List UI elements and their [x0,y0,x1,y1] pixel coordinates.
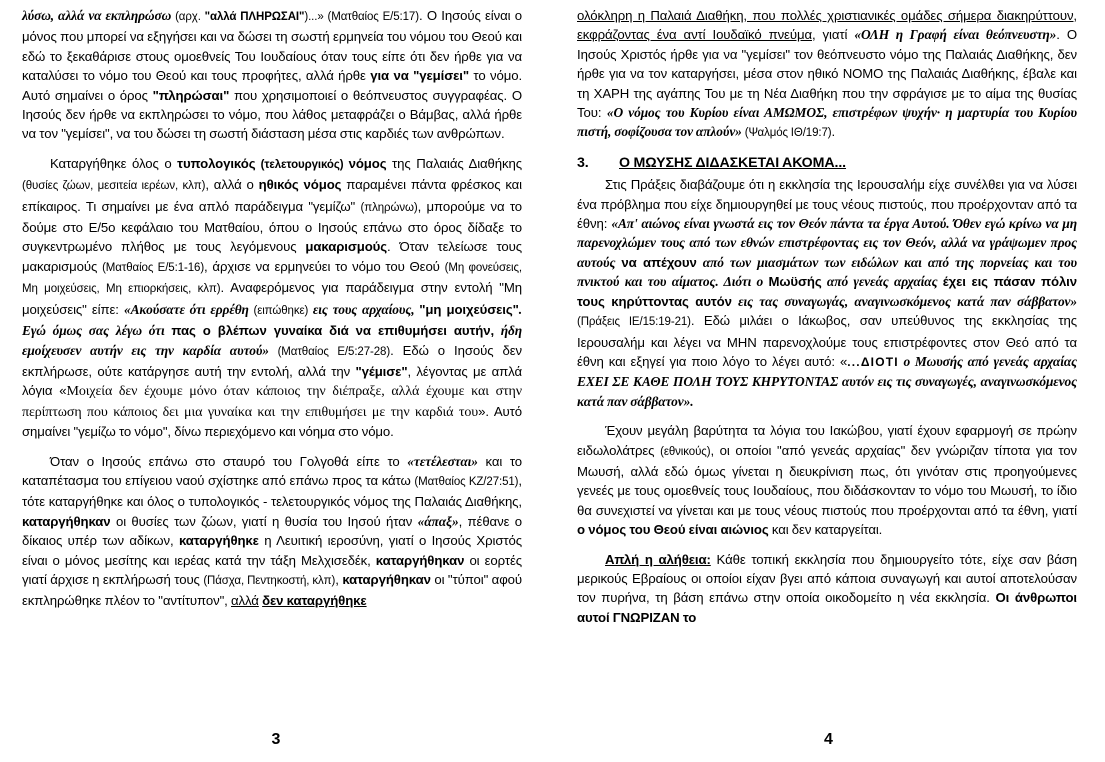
quote-text: ο Μωυσής από γενεάς αρχαίας ΕΧΕΙ ΣΕ ΚΑΘΕ ΠΟΛΗ ΤΟΥΣ ΚΗΡΥΤΟΝΤΑΣ αυτόν εις τις συναγωγές, αναγινωσκόμενος κατά παν σάββατον». [577,353,1077,409]
underlined-bold-text: δεν καταργήθηκε [262,593,367,609]
text-run: , αλλά ο [205,177,259,193]
text-run: Κάθε τοπική εκκλησία που δημιουργείτο τότε, είχε σαν βάση μερικούς Εβραίους οι οποίοι είχαν βγει από κάποια συναγωγή και αυτοί αποτελούσαν τον πυρήνα, τη βάση επάνω στην οποία οικοδομείτο η νέα εκκλησία. [577,551,1077,606]
quote-text: «τετέλεσται» [407,453,478,469]
paragraph [22,154,522,442]
text-run: το νόμο. Αυτό σημαίνει ο όρος [22,68,523,103]
text-run: , πέθανε ο δίκαιος υπέρ των αδίκων, [22,513,523,549]
text-run: και δεν καταργείται. [768,522,883,538]
text-run: Όταν ο Ιησούς επάνω στο σταυρό του Γολγοθά είπε το [50,453,408,469]
text-run: , μπορούμε να το δούμε στο Ε/5ο κεφάλαιο του Ματθαίου, όπου ο Ιησούς επάνω στο όρος δίδαξε το συγκεντρωμένο πλήθος με τους λεγόμενους [22,198,522,255]
bold-text: (τελετουργικός) [255,158,349,171]
text-run: (Πάσχα, Πεντηκοστή, κλπ) [203,574,336,587]
paragraph [577,421,1077,539]
quote-text: επιστρέφων ψυχήν· η μαρτυρία του Κυρίου πιστή, σοφίζουσα τον απλούν» [577,105,1077,140]
page-number: 4 [824,731,833,748]
bold-text: Μωϋσής [768,274,822,290]
bold-text: νόμος [348,155,387,171]
text-run: , λέγοντας με απλά λόγια « [22,363,522,399]
text-run: (αρχ. [171,11,205,23]
scripture-reference: (Ματθαίος ΚΖ/27:51) [414,475,519,488]
spaced-text: ...ΔΙΟΤΙ [847,354,899,369]
bold-text: "αλλά ΠΛΗΡΩΣΑΙ" [204,11,305,23]
section-heading [577,154,1077,173]
text-run: οι εορτές γιατί άρχισε η εκπλήρωσή τους [22,552,522,587]
text-run: που χρησιμοποιεί ο θεόπνευστος συγγραφέας. Ο Ιησούς δεν ήρθε να εκπληρώσει το νόμο, που λάθος μεταφράζει ο Βάμβας, αλλά ήρθε να τον "γεμίσει", να του δώσει τη σωστή διάσταση μέσα στις καρδιές των ανθρώπων. [22,87,523,142]
quote-text: εις τους αρχαίους, [312,301,420,317]
text-run: . Αναφερόμενος για παράδειγμα στην εντολή "Μη μοιχεύσεις" είπε: [22,280,523,317]
bold-text: "μη μοιχεύσεις" [419,301,519,317]
text-run: Καταργήθηκε όλος ο [50,155,178,171]
text-run: . [831,124,836,140]
bold-text: να απέχουν [621,254,697,270]
scripture-reference: (Ματθαίος Ε/5:27-28) [277,345,391,358]
section-number: 3. [577,154,589,171]
bold-text: ηθικός νόμος [258,177,342,193]
right-page [552,0,1105,762]
bold-text: τυπολογικός [177,155,256,171]
text-run: , γιατί [811,27,855,43]
bold-text: Οι άνθρωποι αυτοί ΓΝΩΡΙΖΑΝ το [577,590,1077,625]
scripture-reference: (Πράξεις ΙΕ/15:19-21) [577,316,691,329]
underlined-text: αλλά [231,593,259,609]
bold-text: έχει εις πάσαν πόλιν τους κηρύττοντας αυτόν [577,274,1077,309]
underlined-text: ολόκληρη η Παλαιά Διαθήκη, που πολλές χριστιανικές ομάδες σήμερα διακηρύττουν, εκφράζοντας ένα αντί Ιουδαϊκό πνεύμα [577,8,1077,43]
scripture-reference: (Ματθαίος Ε/5:1-16) [102,261,205,274]
bold-text: καταργήθηκαν [342,571,431,587]
bold-text: μακαρισμούς [305,239,388,255]
text-run: η Λευιτική ιεροσύνη, γιατί ο Ιησούς Χριστός είναι ο μόνος μεσίτης και ιερέας κατά την τάξη Μελχισεδέκ, [22,533,522,568]
scripture-reference: (Ψαλμός ΙΘ/19:7) [744,127,832,140]
page-number: 3 [271,731,281,748]
text-run: και το καταπέτασμα του επίγειου ναού σχίστηκε από επάνω προς τα κάτω [22,453,522,488]
text-run: (εθνικούς) [660,445,711,458]
bold-text: για να "γεμίσει" [370,68,469,84]
bold-text: ο νόμος του Θεού είναι αιώνιος [577,522,769,538]
text-run: (θυσίες ζώων, μεσιτεία ιερέων, κλπ) [22,180,206,193]
underlined-bold-text: Απλή η αλήθεια: [605,551,711,567]
quote-text: «Ακούσατε ότι ερρέθη [123,301,249,317]
quote-text: εις τας συναγωγάς, αναγινωσκόμενος κατά παν σάββατον» [731,293,1077,309]
bold-text: καταργήθηκε [178,533,259,549]
scripture-reference: (Ματθαίος Ε/5:17) [327,11,419,23]
text-run: (πληρώνω) [360,201,418,214]
text-run: (Μη φονεύσεις, Μη μοιχεύσεις, Μη επιορκήσεις, κλπ) [22,261,522,296]
quote-text: λύσω, αλλά να εκπληρώσω [22,8,172,23]
section-title: Ο ΜΩΥΣΗΣ ΔΙΔΑΣΚΕΤΑΙ ΑΚΟΜΑ... [619,154,847,171]
quote-text: από των μιασμάτων των ειδώλων και από της πορνείας και του πνικτού και του αίματος. Διότι ο [577,254,1078,290]
quote-text: ήδη εμοίχευσεν αυτήν εις την καρδία αυτού» [22,323,522,358]
quote-text: . Εγώ όμως σας λέγω ότι [22,301,522,339]
bold-text: καταργήθηκαν [375,552,465,568]
bold-text: "πληρώσαι" [152,87,230,103]
text-run: οι θυσίες των ζώων, γιατί η θυσία του Ιησού ήταν [110,513,418,529]
quote-text: «ΟΛΗ η Γραφή είναι θεόπνευστη» [854,27,1057,43]
text-run: . Όταν τελείωσε τους μακαρισμούς [22,239,522,274]
paragraph [577,550,1077,628]
bold-text: "γέμισε" [355,363,408,379]
right-page-text [577,6,1077,627]
text-run: ». Αυτό σημαίνει "γεμίζω το νόμο", δίνω περιεχόμενο και νόημα στο νόμο. [22,403,522,440]
left-page-text [22,6,522,611]
paragraph [22,452,522,611]
text-run: . Ο Ιησούς είναι ο μόνος που μπορεί να εξηγήσει και να δώσει τη σωστή ερμηνεία του νόμου του Θεού και εδώ το ξεκαθάρισε στους ομοεθνείς Του Ιουδαίους όταν τους είπε ότι δεν ήρθε για να καταλύσει το νόμο του Θεού και τους προφήτες, αλλά ήρθε [22,8,522,84]
paragraph [577,175,1077,411]
bold-text: καταργήθηκαν [22,513,111,529]
text-run: οι "τύποι" αφού εκπληρώθηκε πλέον το "αντίτυπον", [22,571,522,609]
text-run: . Εδώ ο Ιησούς δεν εκπλήρωσε, ούτε κατάργησε αυτή την εντολή, αλλά την [22,342,522,379]
text-run: Έχουν μεγάλη βαρύτητα τα λόγια του Ιακώβου, γιατί έχουν εφαρμογή σε πρώην ειδωλολάτρες [577,423,1077,458]
paragraph [577,6,1077,144]
paraphrase-text: Μοιχεία δεν έχουμε μόνο όταν κάποιος την διέπραξε, αλλά έχουμε και στην περίπτωση που κάποιος δει μια γυναίκα και την επιθυμήσει με την καρδιά του [22,384,522,420]
text-run: )...» [304,11,328,23]
bold-text: πας ο βλέπων γυναίκα διά να επιθυμήσει αυτήν, [171,323,495,339]
text-run: παραμένει πάντα φρέσκος και επίκαιρος. Τι σημαίνει με ένα απλό παράδειγμα "γεμίζω" [22,177,523,214]
quote-text: «Απ' αιώνος είναι γνωστά εις τον Θεόν πάντα τα έργα Αυτού. Όθεν εγώ κρίνω να μη παρενοχλώμεν τους από των εθνών επιστρέφοντας εις τον Θεόν, αλλά να γράψωμεν προς αυτούς [577,216,1077,270]
left-page [0,0,552,762]
quote-text: από γενεάς αρχαίας [821,274,943,290]
text-run: Στις Πράξεις διαβάζουμε ότι η εκκλησία της Ιερουσαλήμ είχε συνέλθει για να λύσει ένα πρόβλημα που είχε δημιουργηθεί με τους νέους πιστούς, που προέρχονταν από τα έθνη: [577,177,1077,232]
text-run: , τότε καταργήθηκε και όλος ο τυπολογικός - τελετουργικός νόμος της Παλαιάς Διαθήκης, [22,472,522,510]
quote-text: «Ο νόμος του Κυρίου είναι ΑΜΩΜΟΣ, [606,105,828,121]
text-run: . Ο Ιησούς Χριστός ήρθε για να "γεμίσει" τον θεόπνευστο νόμο της Παλαιάς Διαθήκης, δεν ήρθε για να τον καταργήσει, μέσα στον ηθικό ΝΟΜΟ της Παλαιάς Διαθήκης, έβαλε και τη ΧΑΡΗ της αγάπης Του με τη Νέα Διαθήκη που την σφράγισε με το αίμα της θυσίας Του: [577,27,1077,121]
text-run: (ειπώθηκε) [248,304,313,317]
paragraph [22,6,522,144]
quote-text: «άπαξ» [417,513,459,529]
text-run: της Παλαιάς Διαθήκης [386,155,522,171]
text-run: . Εδώ μιλάει ο Ιάκωβος, σαν υπεύθυνος της εκκλησίας της Ιερουσαλήμ και λέγει να ΜΗΝ παρενοχλούμε τους επιστρέφοντες στον Θεό από τα έθνη και εξηγεί για ποιο λόγο το λέγει αυτό: « [577,313,1077,369]
text-run: , άρχισε να ερμηνεύει το νόμο του Θεού [204,258,445,274]
text-run: , [335,571,343,587]
text-run: , οι οποίοι "από γενεάς αρχαίας" δεν γνώριζαν τίποτα για τον Μωυσή, αλλά εδώ όμως γίνεται η διευκρίνιση πως, ότι γινόταν στις προηγούμενες γενεές με τους ομοεθνείς τους Ιουδαίους, που διδάσκονταν το νόμο του Μωυσή, το ίδιο θα συνεχιστεί να γίνεται και με τους νέους πιστούς που προέρχονται από τα έθνη, γιατί [577,442,1077,518]
